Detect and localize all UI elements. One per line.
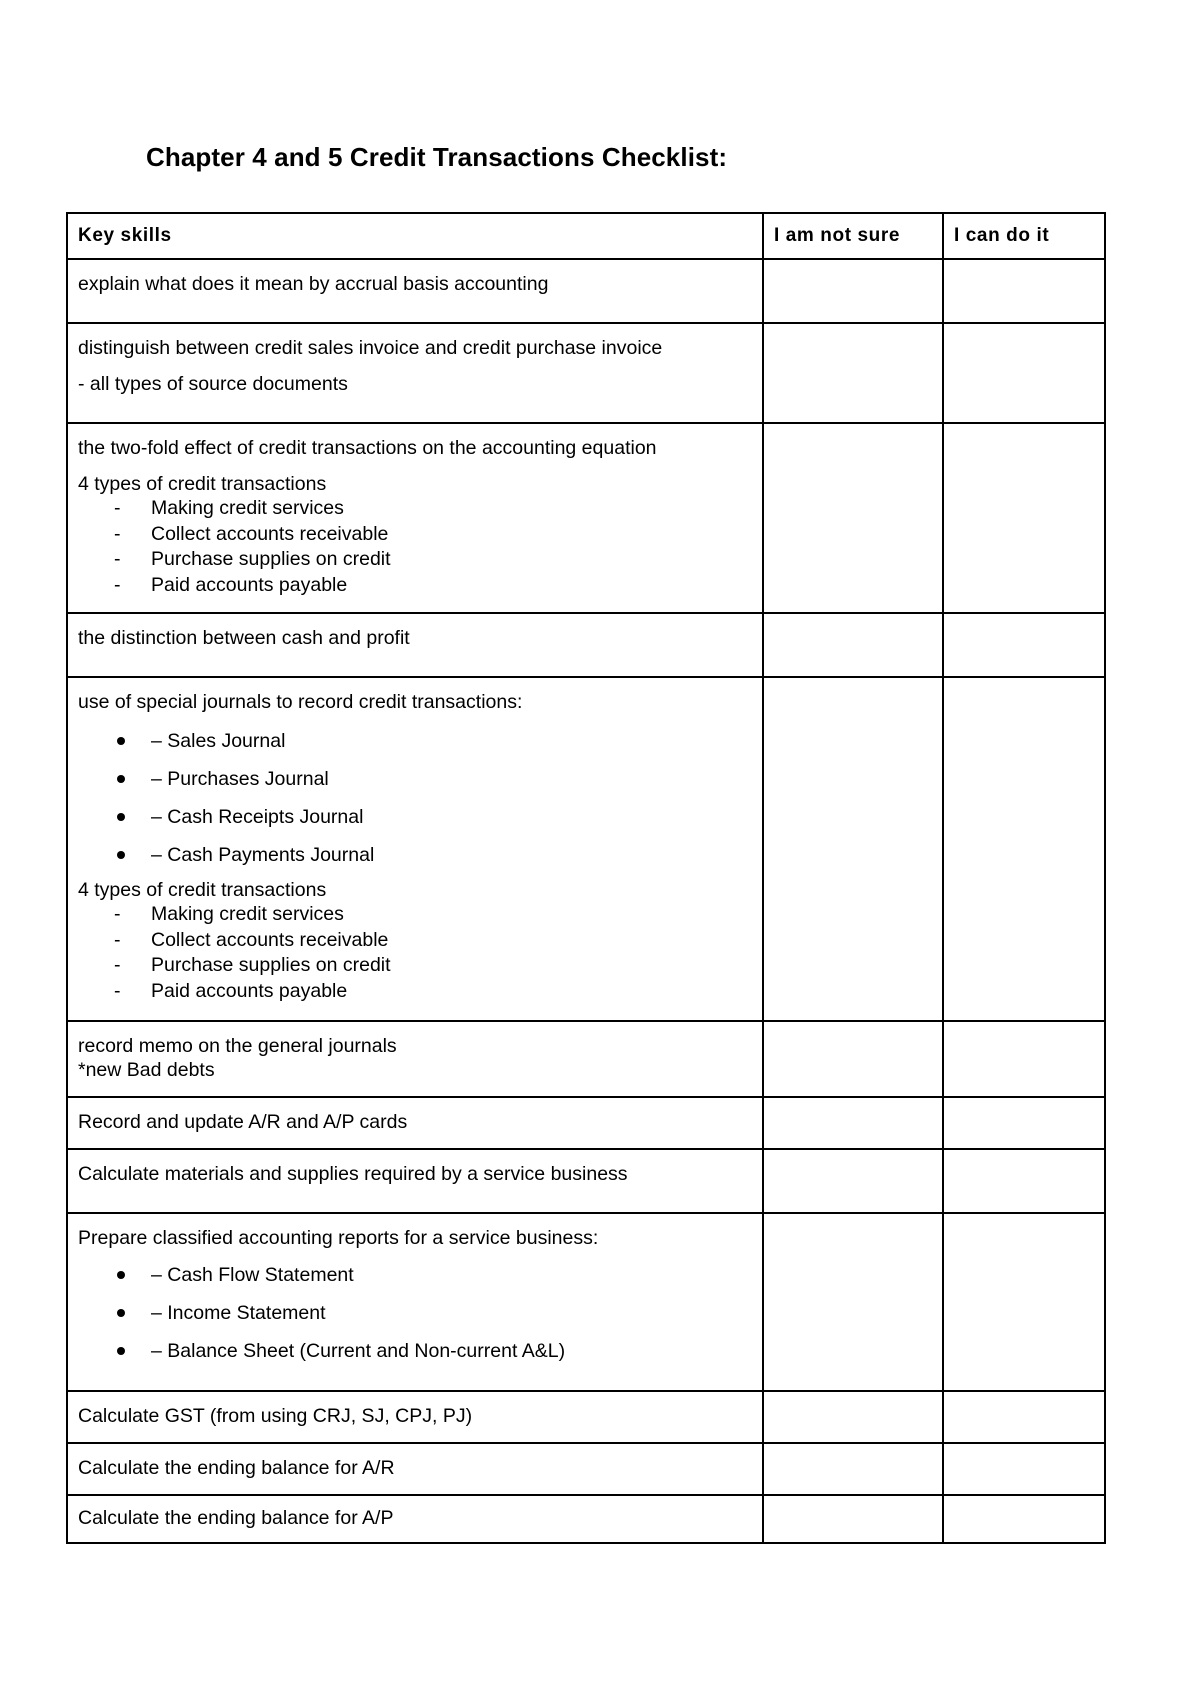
skill-cell [67, 259, 763, 323]
list-item: - Collect accounts receivable [114, 522, 389, 545]
dash-list [78, 902, 752, 1004]
table-row [67, 1097, 1105, 1149]
skill-cell [67, 1213, 763, 1391]
list-item: - Collect accounts receivable [114, 928, 389, 951]
not-sure-checkbox-cell[interactable] [763, 1213, 943, 1391]
table-row [67, 423, 1105, 613]
bullet-list [78, 728, 752, 868]
not-sure-checkbox-cell[interactable] [763, 259, 943, 323]
list-item: – Cash Receipts Journal [78, 804, 752, 830]
can-do-checkbox-cell[interactable] [943, 423, 1105, 613]
can-do-checkbox-cell[interactable] [943, 1149, 1105, 1213]
bullet-icon [117, 851, 125, 859]
list-item: – Purchases Journal [78, 766, 752, 792]
bullet-icon [117, 1309, 125, 1317]
skill-cell [67, 1495, 763, 1543]
bullet-icon [117, 1271, 125, 1279]
skill-text: use of special journals to record credit transactions: [78, 691, 523, 713]
skill-text: Calculate materials and supplies required by a service business [78, 1163, 628, 1185]
list-item: – Cash Payments Journal [78, 842, 752, 868]
skill-cell [67, 677, 763, 1021]
skill-text: Calculate the ending balance for A/P [78, 1507, 394, 1529]
list-item: – Balance Sheet (Current and Non-current A&L) [78, 1338, 752, 1364]
bullet-icon [117, 813, 125, 821]
skill-cell [67, 613, 763, 677]
skill-text: Record and update A/R and A/P cards [78, 1111, 408, 1133]
can-do-checkbox-cell[interactable] [943, 323, 1105, 423]
table-row [67, 677, 1105, 1021]
dash-list [78, 496, 752, 598]
bullet-icon [117, 1347, 125, 1355]
page-title: Chapter 4 and 5 Credit Transactions Checklist: [146, 142, 728, 172]
header-can-do-it: I can do it [943, 213, 1105, 259]
table-row [67, 1149, 1105, 1213]
skill-subheading: 4 types of credit transactions [78, 473, 327, 495]
can-do-checkbox-cell[interactable] [943, 259, 1105, 323]
not-sure-checkbox-cell[interactable] [763, 1443, 943, 1495]
skill-text: Calculate the ending balance for A/R [78, 1457, 395, 1479]
table-row [67, 1213, 1105, 1391]
list-item: – Sales Journal [78, 728, 752, 754]
not-sure-checkbox-cell[interactable] [763, 423, 943, 613]
can-do-checkbox-cell[interactable] [943, 1021, 1105, 1097]
skill-text: distinguish between credit sales invoice and credit purchase invoice [78, 337, 663, 359]
not-sure-checkbox-cell[interactable] [763, 613, 943, 677]
not-sure-checkbox-cell[interactable] [763, 1097, 943, 1149]
skill-cell [67, 423, 763, 613]
can-do-checkbox-cell[interactable] [943, 1495, 1105, 1543]
header-not-sure: I am not sure [763, 213, 943, 259]
bullet-icon [117, 737, 125, 745]
bullet-icon [117, 775, 125, 783]
table-row [67, 1495, 1105, 1543]
skill-subtext: - all types of source documents [78, 373, 348, 395]
list-item: - Paid accounts payable [114, 573, 348, 596]
can-do-checkbox-cell[interactable] [943, 1391, 1105, 1443]
list-item: - Purchase supplies on credit [114, 954, 391, 976]
checklist-table [66, 212, 1106, 1544]
bullet-list [78, 1262, 752, 1364]
list-item: - Making credit services [114, 497, 344, 519]
table-row [67, 323, 1105, 423]
list-item: – Cash Flow Statement [78, 1262, 752, 1288]
not-sure-checkbox-cell[interactable] [763, 677, 943, 1021]
not-sure-checkbox-cell[interactable] [763, 1495, 943, 1543]
table-row [67, 1443, 1105, 1495]
can-do-checkbox-cell[interactable] [943, 1443, 1105, 1495]
not-sure-checkbox-cell[interactable] [763, 323, 943, 423]
skill-subtext: *new Bad debts [78, 1059, 215, 1081]
skill-cell [67, 1021, 763, 1097]
skill-cell [67, 1097, 763, 1149]
skill-cell [67, 323, 763, 423]
skill-text: Calculate GST (from using CRJ, SJ, CPJ, PJ) [78, 1405, 473, 1427]
table-row [67, 613, 1105, 677]
skill-text: Prepare classified accounting reports for a service business: [78, 1227, 599, 1249]
table-row [67, 259, 1105, 323]
skill-text: the distinction between cash and profit [78, 627, 410, 649]
header-key-skills: Key skills [67, 213, 763, 259]
can-do-checkbox-cell[interactable] [943, 1097, 1105, 1149]
skill-cell [67, 1149, 763, 1213]
list-item: - Making credit services [114, 903, 344, 925]
skill-text: explain what does it mean by accrual basis accounting [78, 273, 549, 295]
header-row [67, 213, 1105, 259]
table-row [67, 1021, 1105, 1097]
list-item: - Purchase supplies on credit [114, 548, 391, 570]
skill-cell [67, 1391, 763, 1443]
not-sure-checkbox-cell[interactable] [763, 1391, 943, 1443]
can-do-checkbox-cell[interactable] [943, 677, 1105, 1021]
skill-text: record memo on the general journals [78, 1035, 397, 1057]
skill-subheading: 4 types of credit transactions [78, 879, 327, 901]
can-do-checkbox-cell[interactable] [943, 613, 1105, 677]
skill-cell [67, 1443, 763, 1495]
skill-text: the two-fold effect of credit transactions on the accounting equation [78, 437, 657, 459]
can-do-checkbox-cell[interactable] [943, 1213, 1105, 1391]
table-row [67, 1391, 1105, 1443]
not-sure-checkbox-cell[interactable] [763, 1021, 943, 1097]
list-item: – Income Statement [78, 1300, 752, 1326]
not-sure-checkbox-cell[interactable] [763, 1149, 943, 1213]
list-item: - Paid accounts payable [114, 979, 348, 1002]
